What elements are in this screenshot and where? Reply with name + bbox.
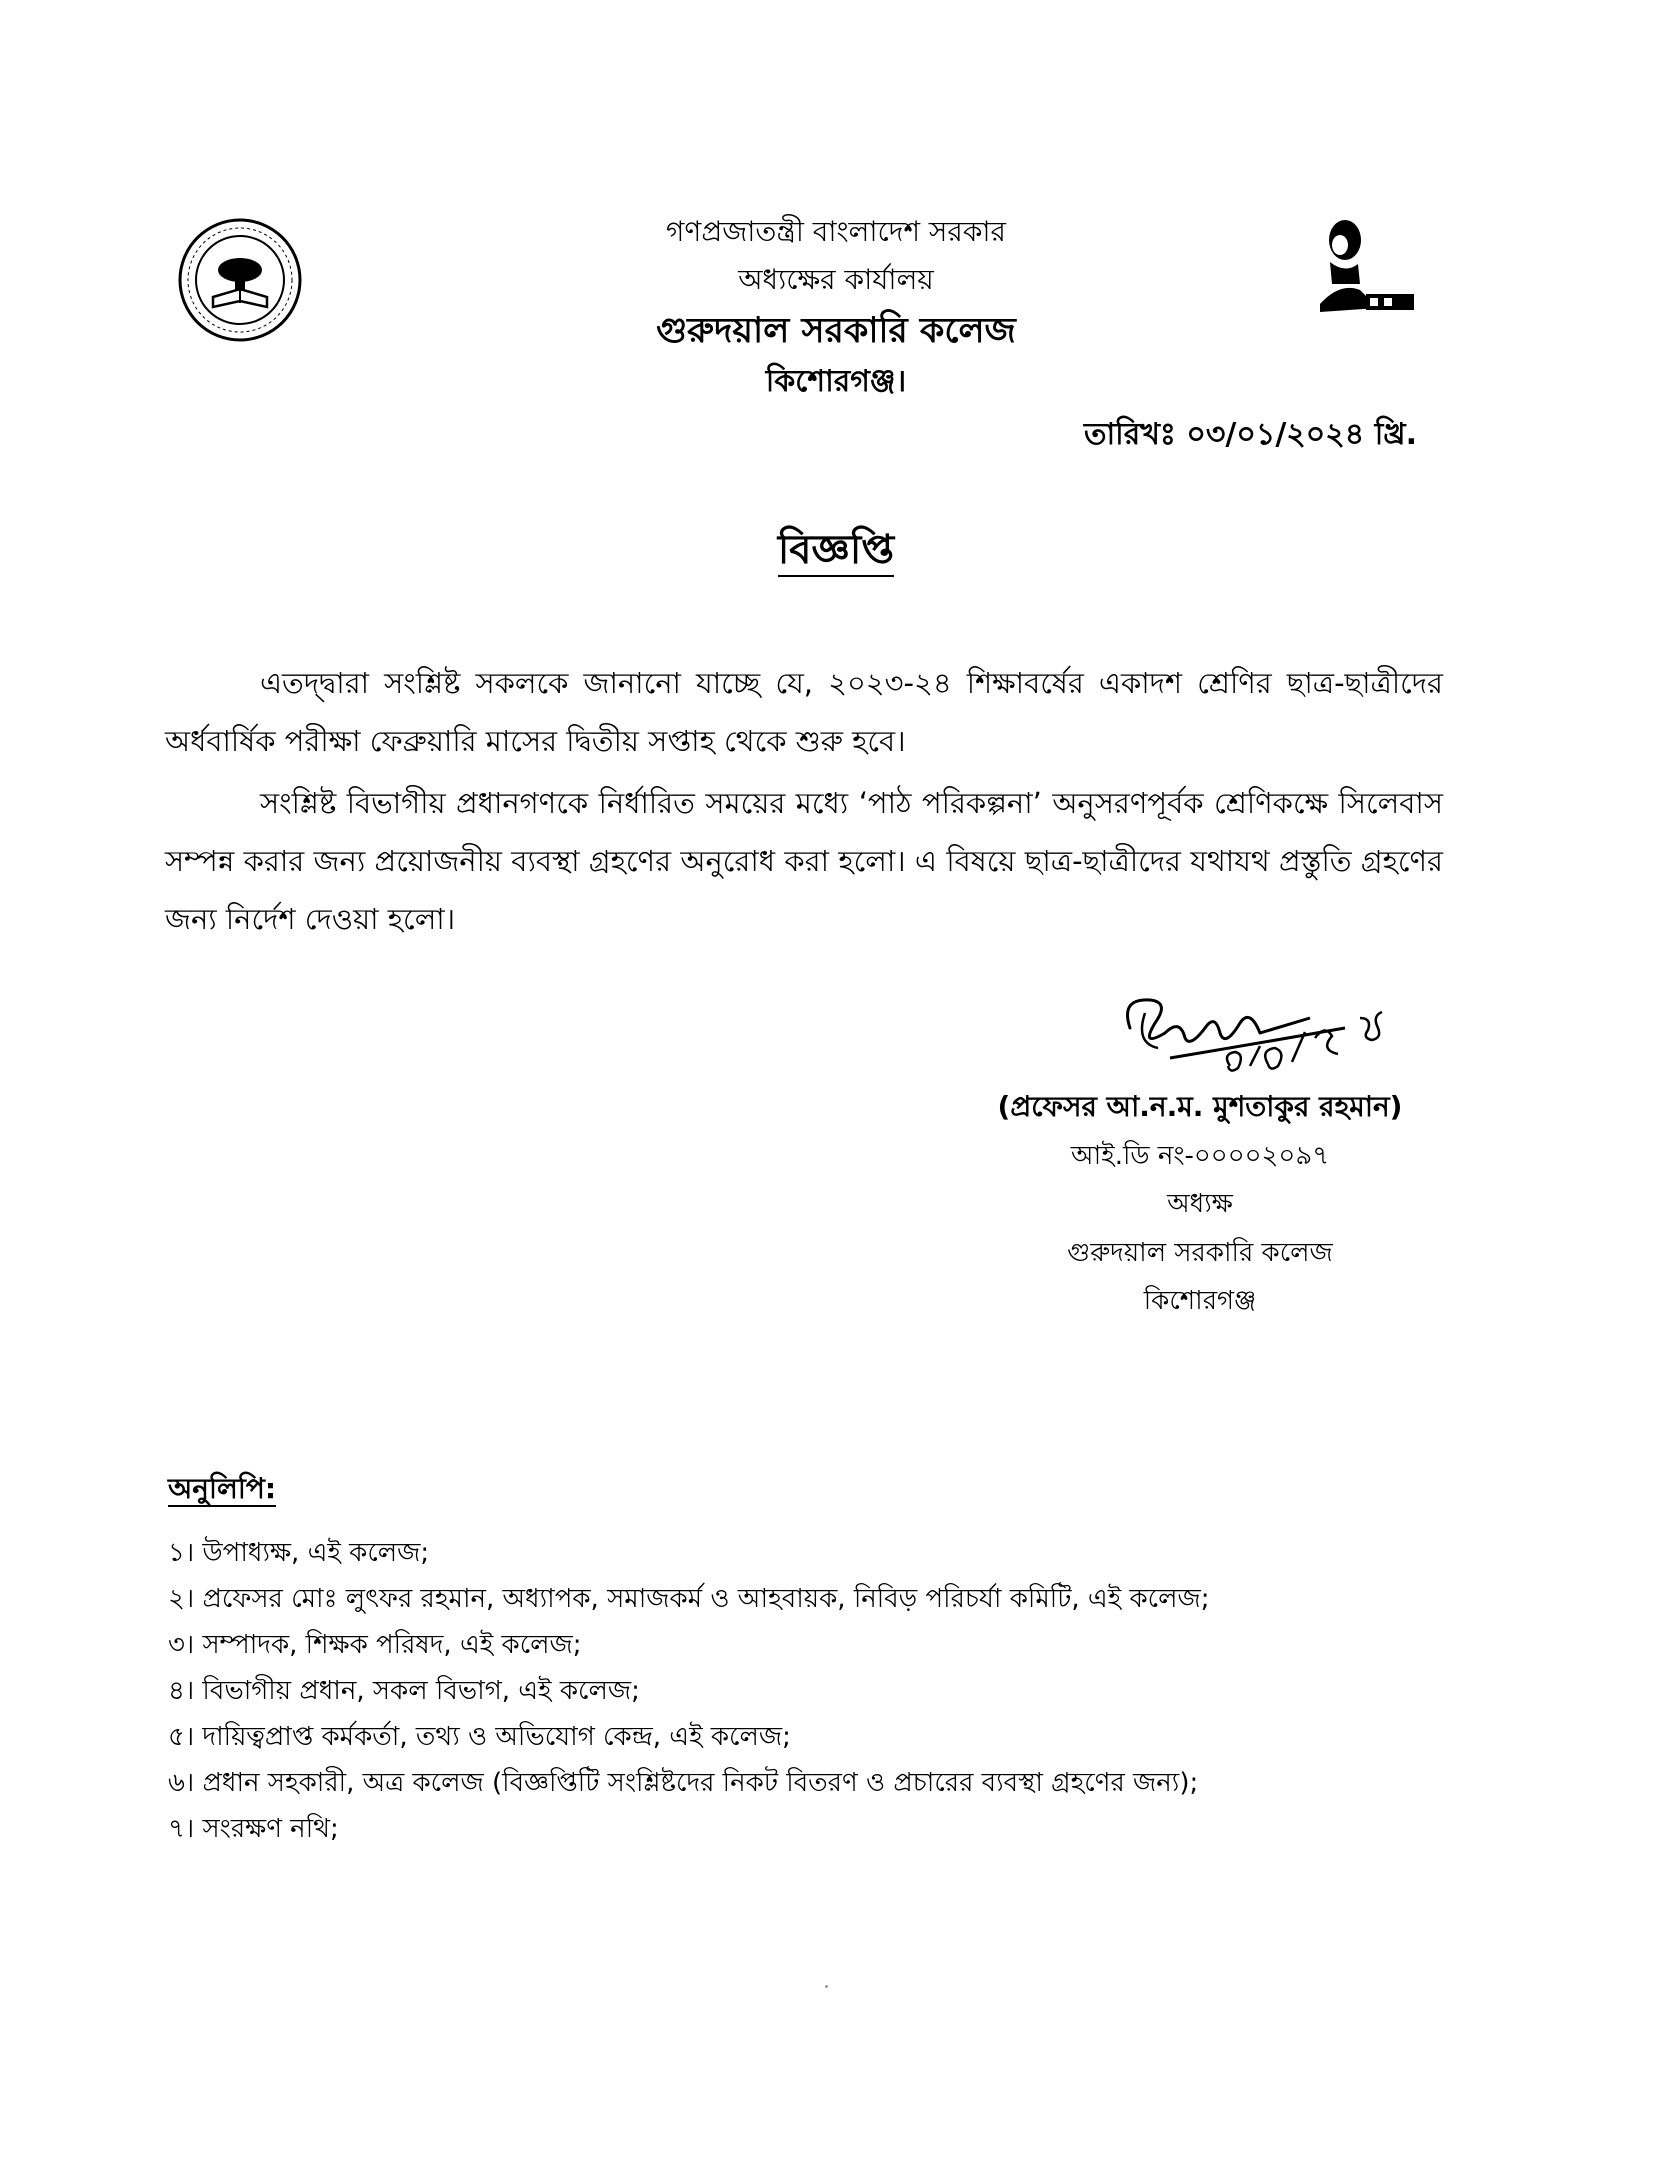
- notice-date: তারিখঃ ০৩/০১/২০২৪ খ্রি.: [1083, 417, 1417, 452]
- notice-paragraph-2: সংশ্লিষ্ট বিভাগীয় প্রধানগণকে নির্ধারিত সময়ের মধ্যে ‘পাঠ পরিকল্পনা’ অনুসরণপূর্বক শ্রেণিকক্ষে সিলেবাস সম্পন্ন করার জন্য প্রয়োজনীয় ব্যবস্থা গ্রহণের অনুরোধ করা হলো। এ বিষয়ে ছাত্র-ছাত্রীদের যথাযথ প্রস্তুতি গ্রহণের জন্য নির্দেশ দেওয়া হলো।: [165, 786, 1443, 936]
- signatory-district: কিশোরগঞ্জ: [1143, 1286, 1257, 1316]
- notice-title: [636, 518, 1036, 585]
- scan-speck: [825, 1985, 828, 1988]
- signatory-college: গুরুদয়াল সরকারি কলেজ: [1067, 1238, 1333, 1268]
- signatory-id: আই.ডি নং-০০০০২০৯৭: [1070, 1141, 1330, 1171]
- list-item: ১। উপাধ্যক্ষ, এই কলেজ;: [168, 1538, 430, 1568]
- office-name: অধ্যক্ষের কার্যালয়: [738, 263, 934, 296]
- copy-heading: [168, 1467, 276, 1514]
- notice-title-text: বিজ্ঞপ্তি: [778, 527, 894, 577]
- college-seal-icon: [175, 215, 305, 345]
- district-name: কিশোরগঞ্জ।: [765, 364, 907, 399]
- college-name: গুরুদয়াল সরকারি কলেজ: [656, 311, 1016, 351]
- list-item: ২। প্রফেসর মোঃ লুৎফর রহমান, অধ্যাপক, সমাজকর্ম ও আহবায়ক, নিবিড় পরিচর্যা কমিটি, এই কলেজ;: [168, 1584, 1210, 1614]
- copy-list: [168, 1530, 1468, 1852]
- handwritten-signature: [1110, 988, 1440, 1098]
- list-item: ৩। সম্পাদক, শিক্ষক পরিষদ, এই কলেজ;: [168, 1630, 582, 1660]
- signatory-name: (প্রফেসর আ.ন.ম. মুশতাকুর রহমান): [997, 1090, 1403, 1123]
- copy-heading-text: অনুলিপি:: [168, 1472, 277, 1505]
- list-item: ৭। সংরক্ষণ নথি;: [168, 1814, 339, 1844]
- signatory-designation: অধ্যক্ষ: [1167, 1189, 1233, 1219]
- government-name: গণপ্রজাতন্ত্রী বাংলাদেশ সরকার: [666, 215, 1006, 248]
- list-item: ৪। বিভাগীয় প্রধান, সকল বিভাগ, এই কলেজ;: [168, 1676, 640, 1706]
- notice-paragraph-1: এতদ্দ্বারা সংশ্লিষ্ট সকলকে জানানো যাচ্ছে যে, ২০২৩-২৪ শিক্ষাবর্ষের একাদশ শ্রেণির ছাত্র-ছাত্রীদের অর্ধবার্ষিক পরীক্ষা ফেব্রুয়ারি মাসের দ্বিতীয় সপ্তাহ থেকে শুরু হবে।: [165, 666, 1443, 758]
- list-item: ৫। দায়িত্বপ্রাপ্ত কর্মকর্তা, তথ্য ও অভিযোগ কেন্দ্র, এই কলেজ;: [168, 1722, 791, 1752]
- list-item: ৬। প্রধান সহকারী, অত্র কলেজ (বিজ্ঞপ্তিটি সংশ্লিষ্টদের নিকট বিতরণ ও প্রচারের ব্যবস্থা গ্রহণের জন্য);: [168, 1768, 1199, 1798]
- portrait-emblem-icon: [1300, 212, 1430, 322]
